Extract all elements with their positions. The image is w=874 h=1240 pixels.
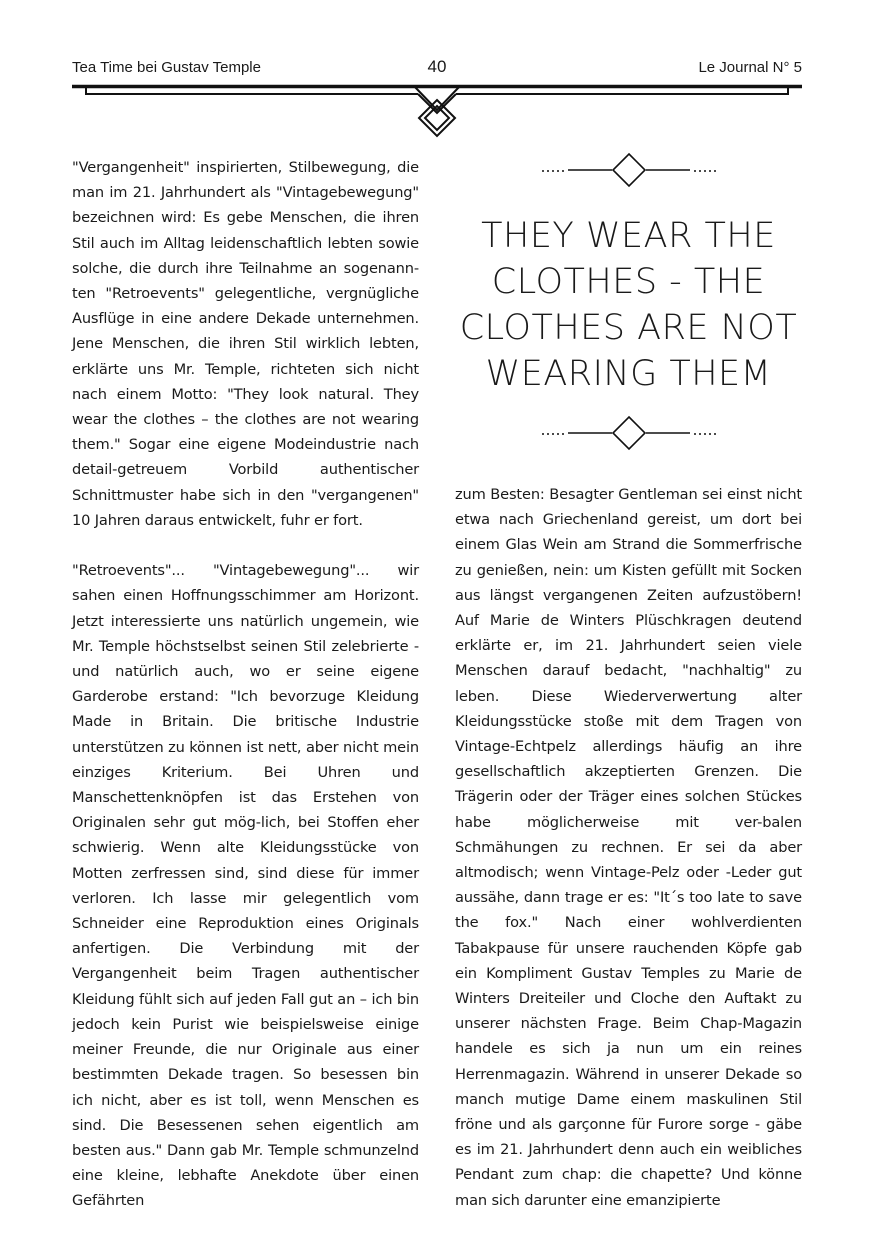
page-number: 40 [427,57,447,76]
art-deco-diamond-ornament-icon [0,0,874,140]
pull-quote-line: CLOTHES - THE [491,262,766,302]
running-header-right: Le Journal N° 5 [698,59,802,76]
paragraph: zum Besten: Besagter Gentleman sei einst nicht etwa nach Griechenland gereist, um dort bei einem Glas Wein am Strand die Sommerfrische zu genießen, nein: um Kisten gefüllt mit Socken aus längst vergangenen Zeiten aufzustöbern! Auf Marie de Winters Plüschkragen deutend erklärte er, im 21. Jahrhundert seien viele Menschen darauf bedacht, "nachhaltig" zu leben. Diese Wiederverwertung alter Kleidungsstücke stoße mit dem Tragen von Vintage-Echtpelz allerdings häufig an ihre gesellschaftlich akzeptierten Grenzen. Die Trägerin oder der Träger eines solchen Stückes habe möglicherweise mit ver-balen Schmähungen zu rechnen. Er sei da aber altmodisch; wenn Vintage-Pelz oder -Leder gut aussähe, dann trage er es: "It´s too late to save the fox." Nach einer wohlverdienten Tabakpause für unsere rauchenden Köpfe gab ein Kompliment Gustav Temples zu Marie de Winters Dreiteiler und Cloche den Auftakt zu unserer nächsten Frage. Beim Chap-Magazin handele es sich ja nun um ein reines Herrenmagazin. Während in unserer Dekade so manch mutige Dame einem maskulinen Stil fröne und als garçonne für Furore sorge - gäbe es im 21. Jahrhundert denn auch ein weibliches Pendant zum chap: die chapette? Und könne man sich darunter eine emanzipierte [455,486,802,1209]
pull-quote [455,213,802,397]
paragraph: "Retroevents"... "Vintagebewegung"... wir sahen einen Hoffnungsschimmer am Horizont. Jetzt interessierte uns natürlich ungemein, wie Mr. Temple höchstselbst seinen Stil zelebrierte - und natürlich auch, wo er seine eigene Garderobe erstand: "Ich bevorzuge Kleidung Made in Britain. Die britische Industrie unterstützen zu können ist nett, aber nicht mein einziges Kriterium. Bei Uhren und Manschettenknöpfen ist das Erstehen von Originalen sehr gut mög-lich, bei Stoffen eher schwierig. Wenn alte Kleidungsstücke von Motten zerfressen sind, sind diese für immer verloren. Ich lasse mir gelegentlich vom Schneider eine Reproduktion eines Originals anfertigen. Die Verbindung mit der Vergangenheit beim Tragen authentischer Kleidung fühlt sich auf jeden Fall gut an – ich bin jedoch kein Purist wie beispielsweise einige meiner Freunde, die nur Originale aus einer bestimmten Dekade tragen. So besessen bin ich nicht, aber es ist toll, wenn Menschen es sind. Die Besessenen sehen eigentlich am besten aus." Dann gab Mr. Temple schmunzelnd eine kleine, lebhafte Anekdote über einen Gefährten [72,562,419,1210]
pull-quote-line: THEY WEAR THE [481,216,776,256]
pull-quote-line: CLOTHES ARE NOT [459,308,798,348]
running-header-left: Tea Time bei Gustav Temple [72,59,261,76]
pull-quote-line: WEARING THEM [485,354,772,394]
paragraph: "Vergangenheit" inspirierten, Stilbewegung, die man im 21. Jahrhundert als "Vintagebewegung" bezeichnen wird: Es gebe Menschen, die ihren Stil auch im Alltag leidenschaftlich lebten sowie solche, die durch ihre Teilnahme an sogenann-ten "Retroevents" gelegentliche, vergnügliche Ausflüge in eine andere Dekade unternehmen. Jene Menschen, die ihren Stil wirklich lebten, erklärte uns Mr. Temple, richteten sich nicht nach einem Motto: "They look natural. They wear the clothes – the clothes are not wearing them." Sogar eine eigene Modeindustrie nach detail-getreuem Vorbild authentischer Schnittmuster habe sich in den "vergangenen" 10 Jahren daraus entwickelt, fuhr er fort. [72,159,419,529]
article-column-right [455,482,802,1213]
